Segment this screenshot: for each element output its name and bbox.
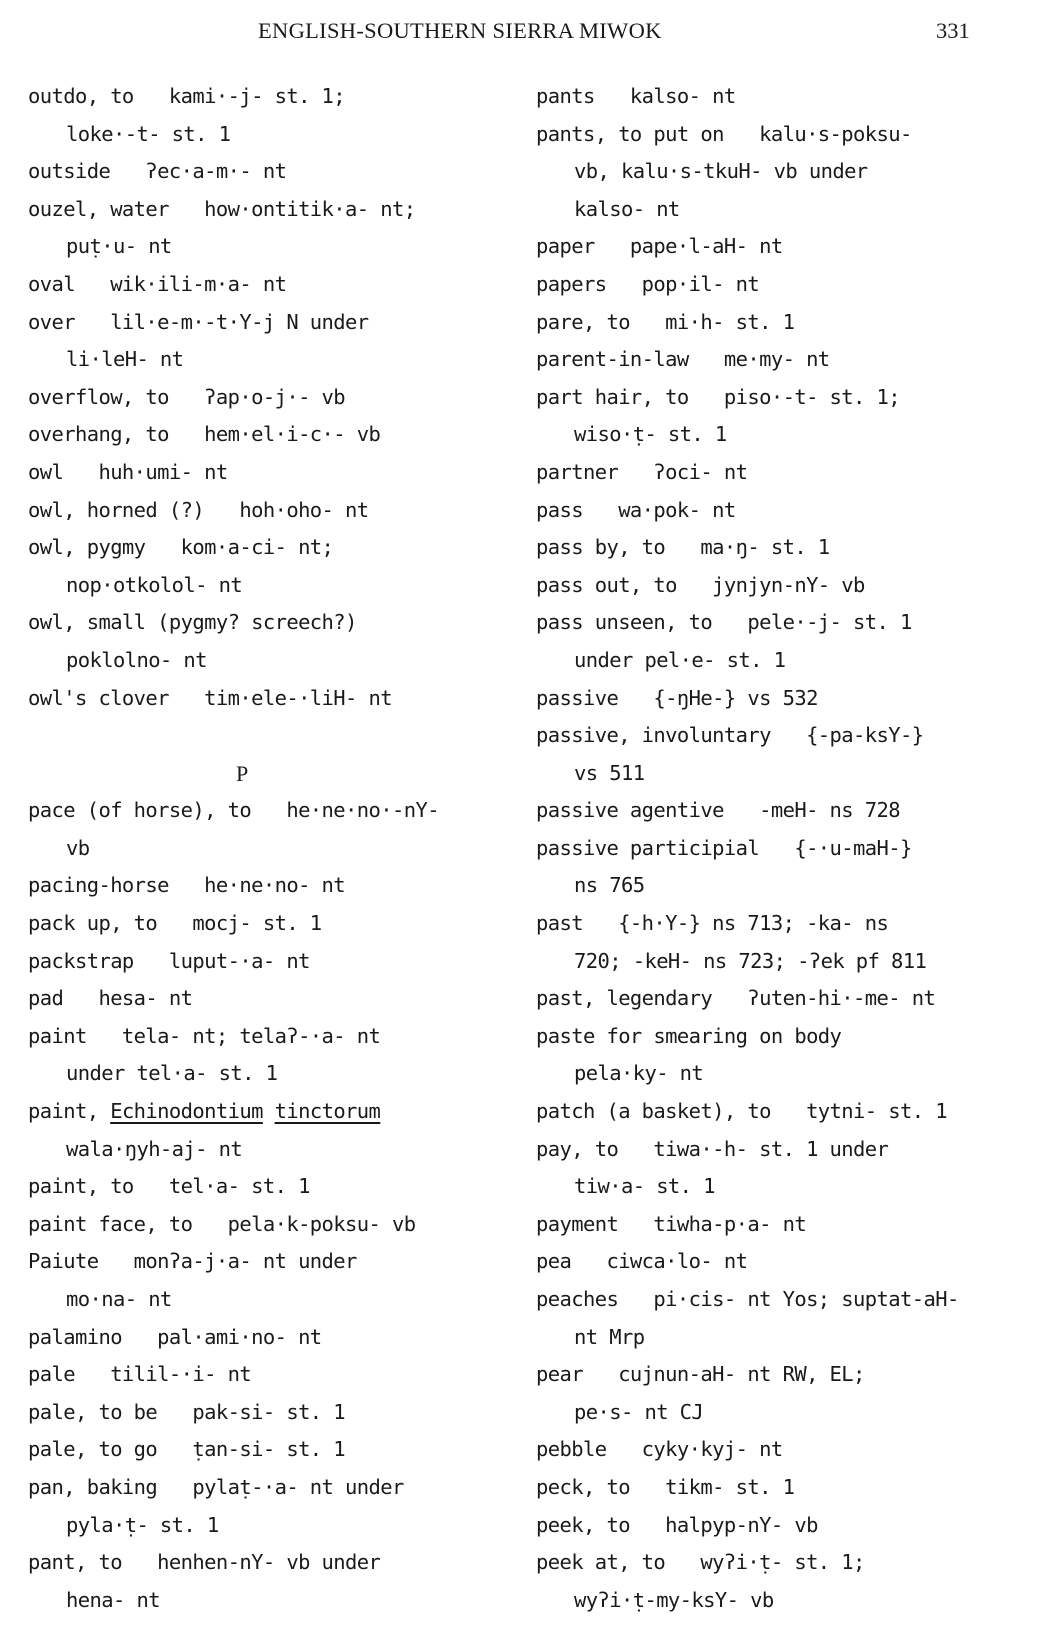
entry-line: pan, baking pylaṭ-·a- nt under [28,1474,404,1499]
entry-line: paint, to tel·a- st. 1 [28,1174,310,1199]
entry-line: paint tela- nt; telaʔ-·a- nt [28,1023,381,1048]
entry-line: outdo, to kami·-j- st. 1; [28,84,346,108]
entry-continuation: vb [66,835,90,860]
entry-continuation: hena- nt [66,1587,160,1612]
entry-line: pay, to tiwa·-h- st. 1 under [536,1136,889,1161]
entry-line: oval wik·ili-m·a- nt [28,271,287,296]
entry-line: partner ʔoci- nt [536,459,748,484]
right-column [536,78,1036,1619]
entry-line: payment tiwha-p·a- nt [536,1211,807,1236]
entry-line [28,1093,528,1131]
entry-line: pants, to put on kalu·s-poksu- [536,121,912,146]
entry-line: packstrap luput-·a- nt [28,948,310,973]
underlined-term: tinctorum [274,1099,381,1124]
entry-continuation: nt Mrp [574,1324,645,1349]
entry-line: passive {-ŋHe-} vs 532 [536,685,818,710]
entry-line: outside ʔec·a-m·- nt [28,159,287,184]
entry-line: paint face, to pela·k-poksu- vb [28,1211,416,1236]
entry-line: pale, to be pak-si- st. 1 [28,1399,346,1424]
entry-continuation: nop·otkolol- nt [66,572,243,597]
running-title: ENGLISH-SOUTHERN SIERRA MIWOK [258,18,662,43]
entry-line: pack up, to mocj- st. 1 [28,911,322,936]
section-letter-heading: P [236,760,249,786]
entry-line: pad hesa- nt [28,986,193,1011]
underlined-term: Echinodontium [110,1099,263,1124]
entry-line: passive agentive -meH- ns 728 [536,798,901,823]
entry-line: past, legendary ʔuten-hi·-me- nt [536,986,936,1011]
entry-line: owl, pygmy kom·a-ci- nt; [28,535,334,560]
entry-line: patch (a basket), to tytni- st. 1 [536,1099,947,1124]
entry-line: ouzel, water how·ontitik·a- nt; [28,196,416,221]
entry-continuation: kalso- nt [574,196,680,221]
entry-line: Paiute monʔa-j·a- nt under [28,1249,357,1274]
entry-line: peaches pi·cis- nt Yos; suptat-aH- [536,1287,959,1311]
entry-continuation: pyla·ṭ- st. 1 [66,1512,219,1537]
entry-line: pebble cyky·kyj- nt [536,1437,783,1462]
entry-line: peck, to tikm- st. 1 [536,1474,795,1499]
entry-continuation: wiso·ṭ- st. 1 [574,422,727,447]
entry-line: peek, to halpyp-nY- vb [536,1512,818,1537]
entry-line: past {-h·Y-} ns 713; -ka- ns [536,911,889,936]
entry-line: pace (of horse), to he·ne·no·-nY- [28,798,439,823]
entry-text: paint, [28,1099,111,1124]
entry-line: paper pape·l-aH- nt [536,234,783,259]
entry-continuation: vb, kalu·s-tkuH- vb under [574,159,868,184]
entry-continuation: wyʔi·ṭ-my-ksY- vb [574,1587,774,1612]
entry-continuation: pe·s- nt CJ [574,1399,704,1424]
entry-line: pale tilil-·i- nt [28,1362,252,1387]
entry-line: pass unseen, to pele·-j- st. 1 [536,610,912,635]
entry-line: passive, involuntary {-pa-ksY-} [536,723,924,748]
entry-line: parent-in-law me·my- nt [536,347,830,372]
entry-line: pass out, to jynjyn-nY- vb [536,572,865,597]
entry-line: pear cujnun-aH- nt RW, EL; [536,1362,865,1387]
entry-line: pants kalso- nt [536,84,736,108]
entry-continuation: poklolno- nt [66,647,207,672]
entry-continuation: 720; -keH- ns 723; -ʔek pf 811 [574,948,927,973]
entry-continuation: wala·ŋyh-aj- nt [66,1136,243,1161]
entry-continuation: under tel·a- st. 1 [66,1061,278,1086]
page-number: 331 [936,18,970,43]
entry-line: owl's clover tim·ele-·liH- nt [28,685,393,710]
entry-line: owl huh·umi- nt [28,459,228,484]
entry-continuation: mo·na- nt [66,1287,172,1311]
entry-line: pass by, to ma·ŋ- st. 1 [536,535,830,560]
entry-continuation: tiw·a- st. 1 [574,1174,715,1199]
entry-continuation: li·leH- nt [66,347,184,372]
entry-line: pass wa·pok- nt [536,497,736,522]
entry-line: palamino pal·ami·no- nt [28,1324,322,1349]
entry-continuation: loke·-t- st. 1 [66,121,231,146]
entry-continuation: pela·ky- nt [574,1061,704,1086]
entry-continuation: vs 511 [574,760,645,785]
entry-line: overflow, to ʔap·o-j·- vb [28,384,346,409]
page-header [0,18,1048,52]
entry-continuation: puṭ·u- nt [66,234,172,259]
entry-line: peek at, to wyʔi·ṭ- st. 1; [536,1550,865,1575]
entry-line: pare, to mi·h- st. 1 [536,309,795,334]
left-column [28,78,528,1619]
entry-line: part hair, to piso·-t- st. 1; [536,384,901,409]
entry-line: owl, small (pygmy? screech?) [28,610,357,635]
entry-continuation: under pel·e- st. 1 [574,647,786,672]
entry-line: papers pop·il- nt [536,271,760,296]
entry-line: pale, to go ṭan-si- st. 1 [28,1437,346,1462]
entry-line: pant, to henhen-nY- vb under [28,1550,381,1575]
blank-line [28,717,528,755]
entry-line: passive participial {-·u-maH-} [536,835,912,860]
entry-line: pea ciwca·lo- nt [536,1249,748,1274]
entry-line: paste for smearing on body [536,1023,842,1048]
entry-line: pacing-horse he·ne·no- nt [28,873,346,898]
entry-line: over lil·e-m·-t·Y-j N under [28,309,369,334]
entry-continuation: ns 765 [574,873,645,898]
entry-line: overhang, to hem·el·i-c·- vb [28,422,381,447]
entry-line: owl, horned (?) hoh·oho- nt [28,497,369,522]
